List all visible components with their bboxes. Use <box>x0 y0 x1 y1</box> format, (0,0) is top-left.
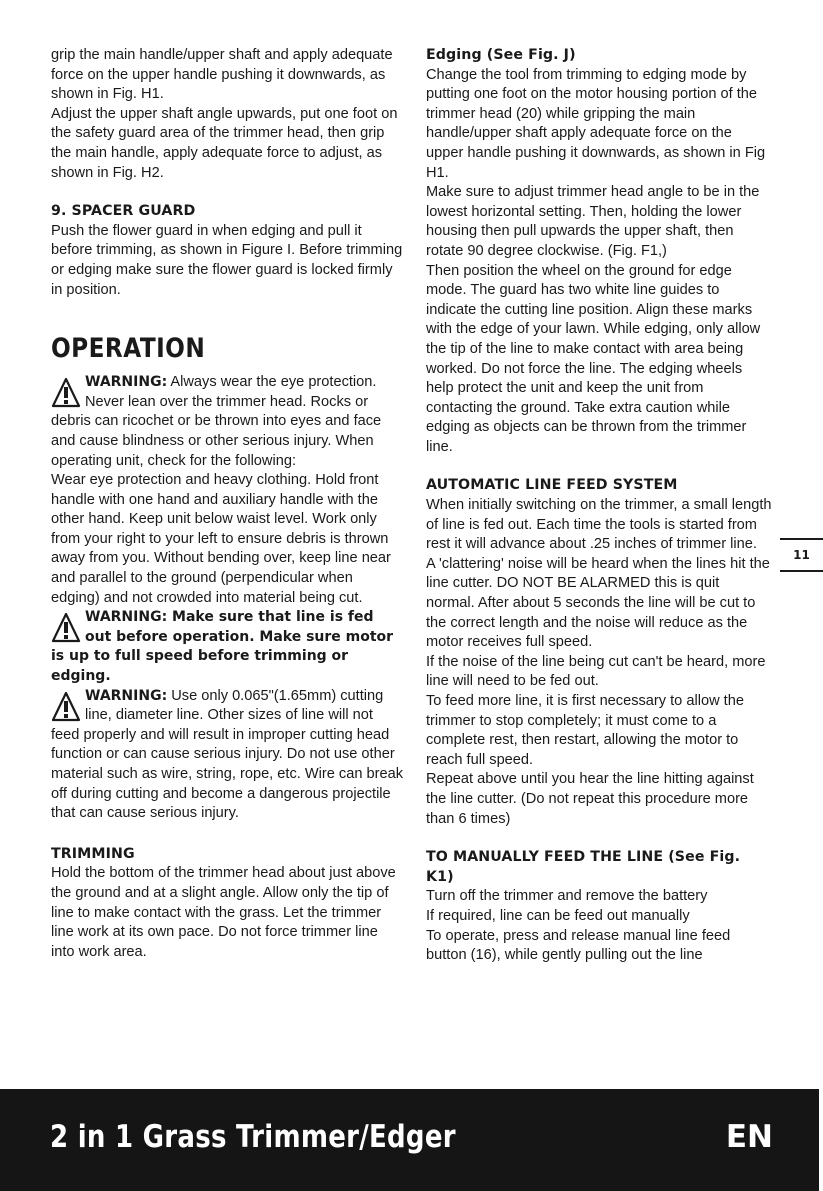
footer-title: 2 in 1 Grass Trimmer/Edger <box>50 1119 456 1155</box>
line-feed-text-4: To feed more line, it is first necessary to allow the trimmer to stop completely; it must come to a complete rest, then restart, allowing the motor to reach full speed. <box>426 693 744 768</box>
edging-text-1: Change the tool from trimming to edging mode by putting one foot on the motor housing portion of the trimmer head (20) while gripping the main handle/upper shaft apply adequate force on the upper handle pushing it downwards, as shown in Fig H1. <box>426 66 766 181</box>
intro-paragraph-1: grip the main handle/upper shaft and apply adequate force on the upper handle pushing it downwards, as shown in Fig. H1. <box>51 47 393 103</box>
manual-feed-text-3: To operate, press and release manual line feed button (16), while gently pulling out the line <box>426 927 731 964</box>
page-number-rule-bottom <box>780 570 823 572</box>
wear-protection-text: Wear eye protection and heavy clothing. Hold front handle with one hand and auxiliary handle with the other hand. Keep unit below waist level. Work only from your right to your left to ensure debris is thrown away from you. Without bending over, keep line near and parallel to the ground (perpendicular when edging) and not crowded into material being cut. <box>51 472 391 606</box>
line-feed-text-5: Repeat above until you hear the line hitting against the line cutter. (Do not repeat this procedure more than 6 times) <box>426 771 754 827</box>
manual-feed-heading: TO MANUALLY FEED THE LINE (See Fig. K1) <box>426 849 741 885</box>
intro-paragraph-2: Adjust the upper shaft angle upwards, put one foot on the safety guard area of the trimmer head, then grip the main handle, apply adequate force to adjust, as shown in Fig. H2. <box>51 105 398 181</box>
spacer-guard-heading: 9. SPACER GUARD <box>51 203 196 220</box>
page-number: 11 <box>793 548 810 562</box>
line-feed-text-3: If the noise of the line being cut can't be heard, more line will need to be fed out. <box>426 653 766 690</box>
line-feed-heading: AUTOMATIC LINE FEED SYSTEM <box>426 477 678 494</box>
warning-label: WARNING: <box>85 374 168 391</box>
warning-block-cutting-line <box>51 687 403 824</box>
edging-text-2: Make sure to adjust trimmer head angle to be in the lowest horizontal setting. Then, holding the lower housing then pull upwards the upper shaft, then rotate 90 degree clockwise. (Fig. F1,) <box>426 184 760 259</box>
language-code: EN <box>725 1119 773 1155</box>
warning-text: Use only 0.065"(1.65mm) cutting line, diameter line. Other sizes of line will not feed properly and will result in improper cutting head function or can cause serious injury. Do not use other material such as wire, string, rope, etc. Wire can break off during cutting and become a dangerous projectile that can cause serious injury. <box>51 687 404 822</box>
warning-block-line-fed <box>51 608 403 686</box>
warning-text: Always wear the eye protection. Never lean over the trimmer head. Rocks or debris can ricochet or be thrown into eyes and face and cause blindness or other serious injury. When operating unit, check for the following: <box>51 374 382 469</box>
line-feed-text-1: When initially switching on the trimmer, a small length of line is fed out. Each time the tools is started from rest it will advance about .25 inches of trimmer line. <box>426 497 772 553</box>
footer-bar <box>0 1089 819 1191</box>
manual-feed-text-1: Turn off the trimmer and remove the battery <box>426 888 708 905</box>
warning-triangle-icon <box>51 376 81 410</box>
warning-triangle-icon <box>51 690 81 724</box>
spacer-guard-text: Push the flower guard in when edging and pull it before trimming, as shown in Figure I. Before trimming or edging make sure the flower guard is locked firmly in position. <box>51 222 403 298</box>
warning-text-bold: WARNING: Make sure that line is fed out before operation. Make sure motor is up to full speed before trimming or edging. <box>51 609 394 685</box>
left-column <box>51 46 403 962</box>
page-number-rule-top <box>780 538 823 540</box>
operation-heading: OPERATION <box>51 333 206 365</box>
line-feed-text-2: A 'clattering' noise will be heard when the lines hit the line cutter. DO NOT BE ALARMED this is quit normal. After about 5 seconds the line will be cut to the correct length and the noise will reduce as the motor receives full speed. <box>426 555 770 651</box>
warning-triangle-icon <box>51 611 81 645</box>
trimming-heading: TRIMMING <box>51 845 135 862</box>
edging-text-3: Then position the wheel on the ground for edge mode. The guard has two white line guides to indicate the cutting line position. Align these marks with the edge of your lawn. While edging, only allow the tip of the line to make contact with area being worked. Do not force the line. The edging wheels help protect the unit and keep the unit from contacting the ground. Take extra caution while edging as objects can be thrown from the trimmer line. <box>426 262 761 455</box>
edging-heading: Edging (See Fig. J) <box>426 47 576 63</box>
warning-label: WARNING: <box>85 687 168 704</box>
warning-block-eye <box>51 373 403 471</box>
right-column <box>426 46 772 966</box>
trimming-text: Hold the bottom of the trimmer head about just above the ground and at a slight angle. Allow only the tip of line to make contact with the grass. Let the trimmer line work at its own pace. Do not force trimmer line into work area. <box>51 865 396 960</box>
manual-feed-text-2: If required, line can be feed out manually <box>426 907 690 924</box>
